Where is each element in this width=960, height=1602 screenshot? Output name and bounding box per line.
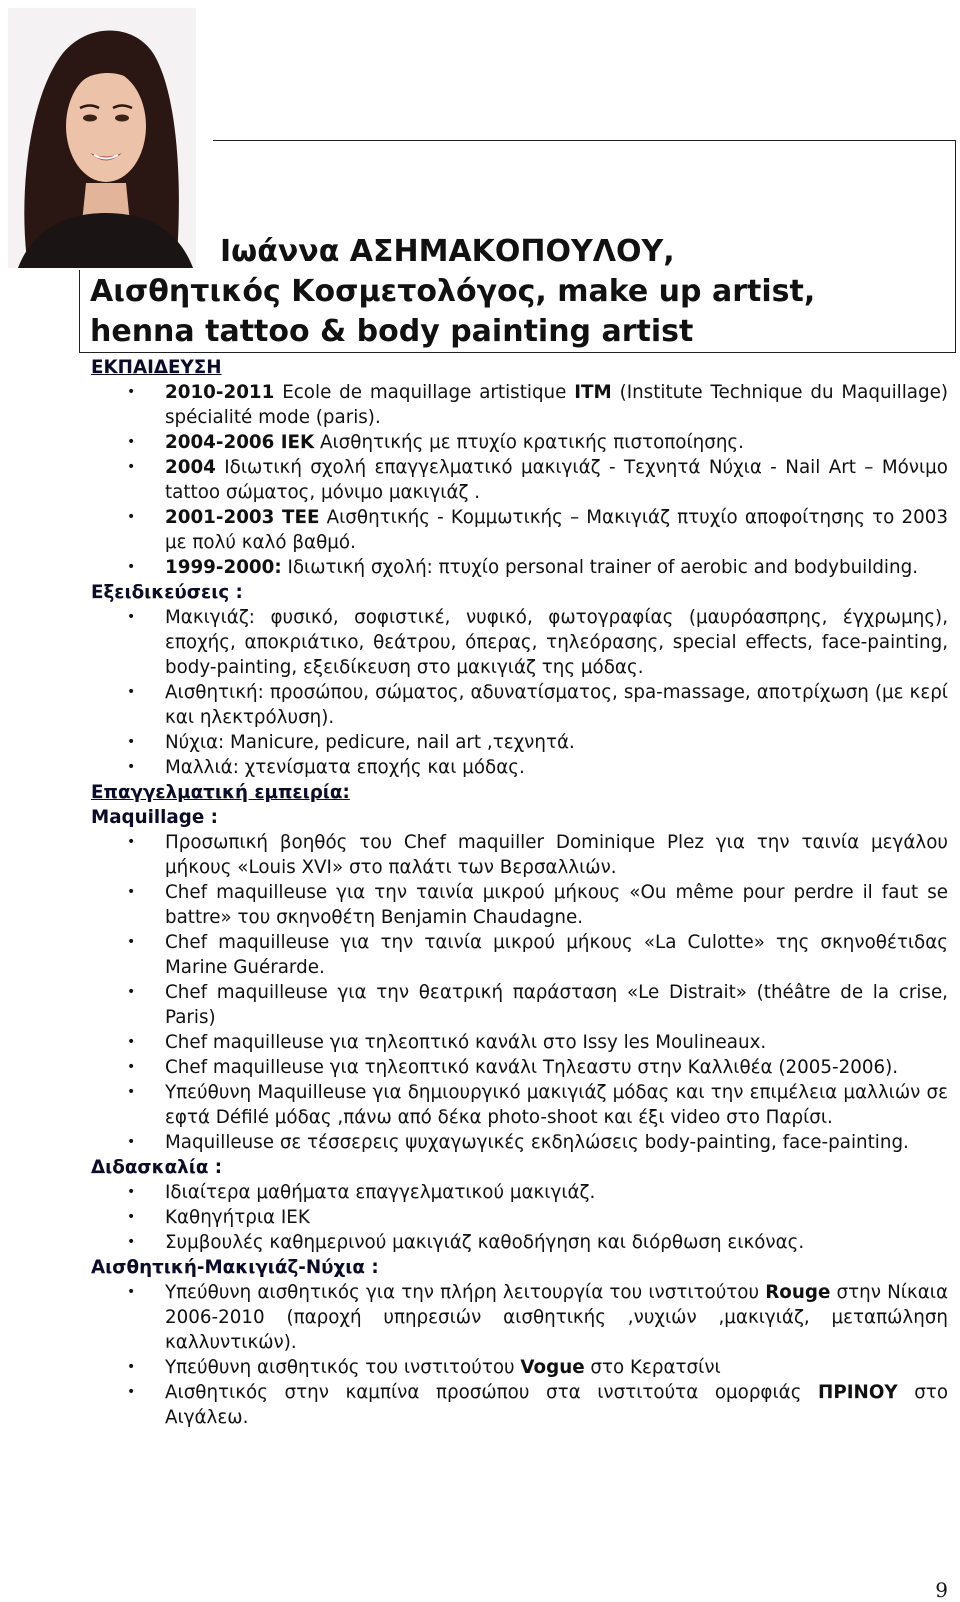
header-rule-right bbox=[955, 140, 956, 352]
maquillage-text: Προσωπική βοηθός του Chef maquiller Dominique Plez για την ταινία μεγάλου μήκους «Louis XVI» στο παλάτι των Βερσαλλιών. bbox=[165, 832, 948, 878]
beauty-text-2: στο Αιγάλεω. bbox=[165, 1382, 948, 1428]
bullet-icon: • bbox=[127, 384, 136, 400]
maquillage-text: Chef maquilleuse για την ταινία μικρού μήκους «Ou même pour perdre il faut se battre» του σκηνοθέτη Benjamin Chaudagne. bbox=[165, 882, 948, 928]
specialties-list bbox=[91, 605, 948, 780]
maquillage-text: Chef maquilleuse για τηλεοπτικό κανάλι στο Issy les Moulineaux. bbox=[165, 1032, 767, 1053]
bullet-icon: • bbox=[127, 459, 136, 475]
profile-photo bbox=[8, 8, 196, 268]
teaching-heading: Διδασκαλία : bbox=[91, 1157, 223, 1178]
bullet-icon: • bbox=[127, 434, 136, 450]
education-school: ITM bbox=[574, 382, 612, 403]
education-year: 2001-2003 ΤΕΕ bbox=[165, 507, 320, 528]
maquillage-item bbox=[91, 1130, 948, 1155]
maquillage-item bbox=[91, 1030, 948, 1055]
header-rule-left bbox=[79, 270, 80, 352]
beauty-list bbox=[91, 1280, 948, 1430]
beauty-text: Αισθητικός στην καμπίνα προσώπου στα ινστιτούτα ομορφιάς bbox=[165, 1382, 819, 1403]
education-year: 1999-2000: bbox=[165, 557, 282, 578]
bullet-icon: • bbox=[127, 1184, 136, 1200]
bullet-icon: • bbox=[127, 559, 136, 575]
teaching-list bbox=[91, 1180, 948, 1255]
bullet-icon: • bbox=[127, 1209, 136, 1225]
cv-title bbox=[90, 232, 950, 352]
institute-name: ΠΡΙΝΟΥ bbox=[818, 1382, 898, 1403]
institute-name: Rouge bbox=[765, 1282, 831, 1303]
bullet-icon: • bbox=[127, 884, 136, 900]
specialty-text: Μαλλιά: χτενίσματα εποχής και μόδας. bbox=[165, 757, 525, 778]
education-text: Αισθητικής με πτυχίο κρατικής πιστοποίησης. bbox=[314, 432, 744, 453]
maquillage-item bbox=[91, 1055, 948, 1080]
bullet-icon: • bbox=[127, 1034, 136, 1050]
profession-line-1: Αισθητικός Κοσμετολόγος, make up artist, bbox=[90, 274, 816, 309]
education-list bbox=[91, 380, 948, 580]
education-year: 2004 bbox=[165, 457, 216, 478]
header-rule-bottom bbox=[79, 352, 956, 353]
education-item bbox=[91, 505, 948, 555]
education-year: 2004-2006 ΙΕΚ bbox=[165, 432, 315, 453]
teaching-item bbox=[91, 1205, 948, 1230]
maquillage-text: Chef maquilleuse για την ταινία μικρού μήκους «La Culotte» της σκηνοθέτιδας Marine Guérarde. bbox=[165, 932, 948, 978]
experience-heading: Επαγγελματική εμπειρία: bbox=[91, 782, 350, 803]
teaching-text: Συμβουλές καθημερινού μακιγιάζ καθοδήγηση και διόρθωση εικόνας. bbox=[165, 1232, 805, 1253]
maquillage-text: Maquilleuse σε τέσσερεις ψυχαγωγικές εκδηλώσεις body-painting, face-painting. bbox=[165, 1132, 909, 1153]
bullet-icon: • bbox=[127, 834, 136, 850]
specialty-text: Αισθητική: προσώπου, σώματος, αδυνατίσματος, spa-massage, αποτρίχωση (με κερί και ηλεκτρόλυση). bbox=[165, 682, 948, 728]
bullet-icon: • bbox=[127, 1384, 136, 1400]
education-text: Αισθητικής - Κομμωτικής – Μακιγιάζ πτυχίο αποφοίτησης το 2003 με πολύ καλό βαθμό. bbox=[165, 507, 948, 553]
maquillage-item bbox=[91, 980, 948, 1030]
bullet-icon: • bbox=[127, 609, 136, 625]
bullet-icon: • bbox=[127, 984, 136, 1000]
teaching-item bbox=[91, 1180, 948, 1205]
maquillage-heading: Maquillage : bbox=[91, 807, 218, 828]
bullet-icon: • bbox=[127, 1234, 136, 1250]
education-text: Ιδιωτική σχολή επαγγελματικό μακιγιάζ - Τεχνητά Νύχια - Nail Art – Μόνιμο tattoo σώματος, μόνιμο μακιγιάζ . bbox=[165, 457, 948, 503]
teaching-text: Ιδιαίτερα μαθήματα επαγγελματικού μακιγιάζ. bbox=[165, 1182, 596, 1203]
institute-name: Vogue bbox=[520, 1357, 585, 1378]
header-rule-top bbox=[213, 140, 956, 141]
specialty-item bbox=[91, 755, 948, 780]
education-item bbox=[91, 430, 948, 455]
cv-content bbox=[91, 355, 948, 1430]
maquillage-item bbox=[91, 880, 948, 930]
education-text: Ecole de maquillage artistique bbox=[274, 382, 575, 403]
education-item bbox=[91, 555, 948, 580]
bullet-icon: • bbox=[127, 684, 136, 700]
beauty-text-2: στην Νίκαια 2006-2010 (παροχή υπηρεσιών αισθητικής ,νυχιών ,μακιγιάζ, μεταπώληση καλλυντικών). bbox=[165, 1282, 948, 1353]
maquillage-text: Chef maquilleuse για τηλεοπτικό κανάλι Τηλεαστυ στην Καλλιθέα (2005-2006). bbox=[165, 1057, 899, 1078]
specialty-text: Μακιγιάζ: φυσικό, σοφιστικέ, νυφικό, φωτογραφίας (μαυρόασπρης, έγχρωμης), εποχής, αποκριάτικο, θεάτρου, όπερας, τηλεόρασης, special effects, face-painting, body-painting, εξειδίκευση στο μακιγιάζ της μόδας. bbox=[165, 607, 948, 678]
profession-line-2: henna tattoo & body painting artist bbox=[90, 314, 694, 349]
maquillage-item bbox=[91, 930, 948, 980]
education-text-2: (Institute Technique du Maquillage) spécialité mode (paris). bbox=[165, 382, 948, 428]
beauty-item bbox=[91, 1355, 948, 1380]
bullet-icon: • bbox=[127, 1084, 136, 1100]
maquillage-text: Chef maquilleuse για την θεατρική παράσταση «Le Distrait» (théâtre de la crise, Paris) bbox=[165, 982, 948, 1028]
specialty-item bbox=[91, 680, 948, 730]
teaching-text: Καθηγήτρια ΙΕΚ bbox=[165, 1207, 310, 1228]
specialty-text: Νύχια: Manicure, pedicure, nail art ,τεχνητά. bbox=[165, 732, 575, 753]
maquillage-text: Υπεύθυνη Maquilleuse για δημιουργικό μακιγιάζ μόδας και την επιμέλεια μαλλιών σε εφτά Défilé μόδας ,πάνω από δέκα photo-shoot και έξι video στο Παρίσι. bbox=[165, 1082, 948, 1128]
maquillage-item bbox=[91, 830, 948, 880]
education-text: Ιδιωτική σχολή: πτυχίο personal trainer of aerobic and bodybuilding. bbox=[281, 557, 919, 578]
specialty-item bbox=[91, 605, 948, 680]
bullet-icon: • bbox=[127, 759, 136, 775]
teaching-item bbox=[91, 1230, 948, 1255]
bullet-icon: • bbox=[127, 1059, 136, 1075]
education-heading: ΕΚΠΑΙΔΕΥΣΗ bbox=[91, 357, 222, 378]
bullet-icon: • bbox=[127, 734, 136, 750]
bullet-icon: • bbox=[127, 1359, 136, 1375]
portrait-image bbox=[8, 8, 196, 268]
beauty-text: Υπεύθυνη αισθητικός του ινστιτούτου bbox=[165, 1357, 521, 1378]
bullet-icon: • bbox=[127, 934, 136, 950]
beauty-text-2: στο Κερατσίνι bbox=[584, 1357, 721, 1378]
page-number: 9 bbox=[935, 1578, 948, 1602]
education-item bbox=[91, 455, 948, 505]
beauty-heading: Αισθητική-Μακιγιάζ-Νύχια : bbox=[91, 1257, 379, 1278]
education-year: 2010-2011 bbox=[165, 382, 275, 403]
beauty-item bbox=[91, 1380, 948, 1430]
person-name: Ιωάννα ΑΣΗΜΑΚΟΠΟΥΛΟΥ, bbox=[220, 234, 675, 269]
maquillage-list bbox=[91, 830, 948, 1155]
beauty-text: Υπεύθυνη αισθητικός για την πλήρη λειτουργία του ινστιτούτου bbox=[165, 1282, 766, 1303]
specialties-heading: Εξειδικεύσεις : bbox=[91, 582, 243, 603]
bullet-icon: • bbox=[127, 1134, 136, 1150]
maquillage-item bbox=[91, 1080, 948, 1130]
bullet-icon: • bbox=[127, 509, 136, 525]
education-item bbox=[91, 380, 948, 430]
specialty-item bbox=[91, 730, 948, 755]
beauty-item bbox=[91, 1280, 948, 1355]
bullet-icon: • bbox=[127, 1284, 136, 1300]
